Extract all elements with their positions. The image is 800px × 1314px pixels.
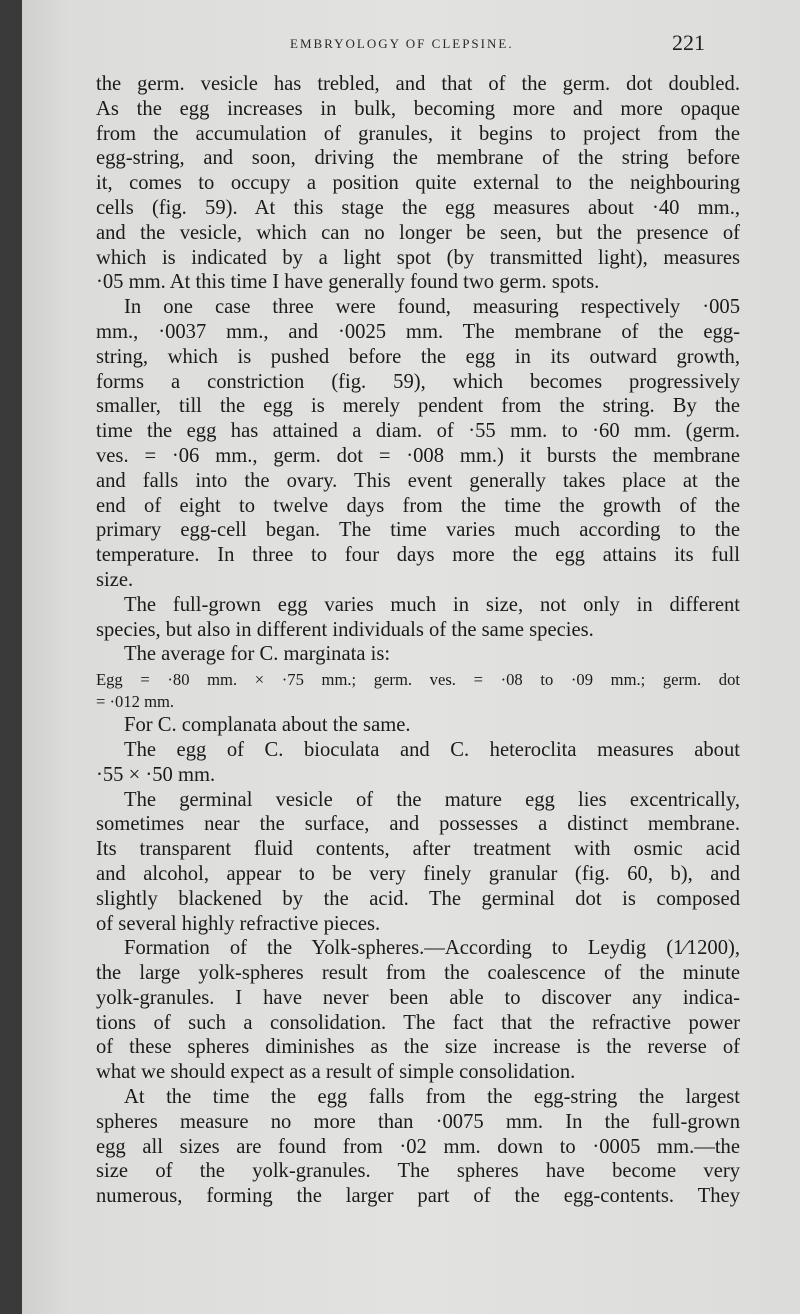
text-line: and falls into the ovary. This event generally takes place at the	[96, 469, 740, 492]
text-line: ·05 mm. At this time I have generally found two germ. spots.	[96, 271, 600, 294]
text-line: time the egg has attained a diam. of ·55 mm. to ·60 mm. (germ.	[96, 420, 740, 443]
text-line: The germinal vesicle of the mature egg lies excentrically,	[124, 788, 740, 811]
text-line: ·55 × ·50 mm.	[96, 763, 216, 786]
text-line: cells (fig. 59). At this stage the egg measures about ·40 mm.,	[96, 196, 740, 219]
page-number: 221	[672, 30, 705, 55]
text-line: which is indicated by a light spot (by transmitted light), measures	[96, 246, 740, 269]
text-line: mm., ·0037 mm., and ·0025 mm. The membrane of the egg-	[96, 320, 740, 343]
text-line: smaller, till the egg is merely pendent from the string. By the	[96, 395, 740, 418]
text-line: temperature. In three to four days more the egg attains its full	[96, 544, 740, 567]
text-line: of these spheres diminishes as the size increase is the reverse of	[96, 1036, 740, 1059]
text-line: Its transparent fluid contents, after treatment with osmic acid	[96, 838, 740, 861]
text-line: egg all sizes are found from ·02 mm. down to ·0005 mm.—the	[96, 1135, 740, 1158]
text-line: and the vesicle, which can no longer be seen, but the presence of	[96, 221, 740, 244]
text-line: primary egg-cell began. The time varies much according to the	[96, 519, 740, 542]
text-line: numerous, forming the larger part of the egg-contents. They	[96, 1185, 740, 1208]
text-line: size.	[96, 568, 134, 591]
text-line: it, comes to occupy a position quite external to the neighbouring	[96, 172, 740, 195]
text-line: slightly blackened by the acid. The germinal dot is composed	[96, 887, 740, 910]
text-line: egg-string, and soon, driving the membrane of the string before	[96, 147, 740, 170]
text-line: sometimes near the surface, and possesses a distinct membrane.	[96, 813, 740, 836]
text-line: of several highly refractive pieces.	[96, 912, 381, 935]
text-line: The full-grown egg varies much in size, not only in different	[124, 593, 740, 616]
text-line: In one case three were found, measuring respectively ·005	[124, 296, 740, 319]
page-header	[22, 30, 800, 62]
running-head: EMBRYOLOGY OF CLEPSINE.	[290, 36, 514, 51]
text-line: tions of such a consolidation. The fact that the refractive power	[96, 1011, 740, 1034]
text-line: and alcohol, appear to be very finely granular (fig. 60, b), and	[96, 862, 740, 885]
book-page	[22, 0, 800, 1314]
text-line: what we should expect as a result of simple consolidation.	[96, 1061, 576, 1084]
text-line: ves. = ·06 mm., germ. dot = ·008 mm.) it bursts the membrane	[96, 444, 740, 467]
text-line: string, which is pushed before the egg in its outward growth,	[96, 345, 740, 368]
text-line: For C. complanata about the same.	[124, 714, 411, 737]
text-line: the germ. vesicle has trebled, and that of the germ. dot doubled.	[96, 73, 740, 95]
body-text	[96, 72, 740, 1209]
text-line: end of eight to twelve days from the time the growth of the	[96, 494, 740, 517]
text-line: yolk-granules. I have never been able to discover any indica-	[96, 986, 740, 1009]
text-line: At the time the egg falls from the egg-string the largest	[124, 1086, 740, 1109]
text-line: As the egg increases in bulk, becoming more and more opaque	[96, 97, 740, 120]
text-line: Formation of the Yolk-spheres.—According to Leydig (1⁄1200),	[124, 937, 740, 960]
text-line: size of the yolk-granules. The spheres have become very	[96, 1160, 740, 1183]
text-line: the large yolk-spheres result from the coalescence of the minute	[96, 962, 740, 985]
text-line: The average for C. marginata is:	[124, 643, 391, 666]
text-line: species, but also in different individuals of the same species.	[96, 618, 594, 641]
text-line: = ·012 mm.	[96, 692, 175, 712]
text-line: Egg = ·80 mm. × ·75 mm.; germ. ves. = ·08 to ·09 mm.; germ. dot	[96, 670, 740, 690]
text-line: spheres measure no more than ·0075 mm. In the full-grown	[96, 1110, 740, 1133]
text-line: from the accumulation of granules, it begins to project from the	[96, 122, 740, 145]
text-line: The egg of C. bioculata and C. heteroclita measures about	[124, 738, 740, 761]
text-line: forms a constriction (fig. 59), which becomes progressively	[96, 370, 740, 393]
